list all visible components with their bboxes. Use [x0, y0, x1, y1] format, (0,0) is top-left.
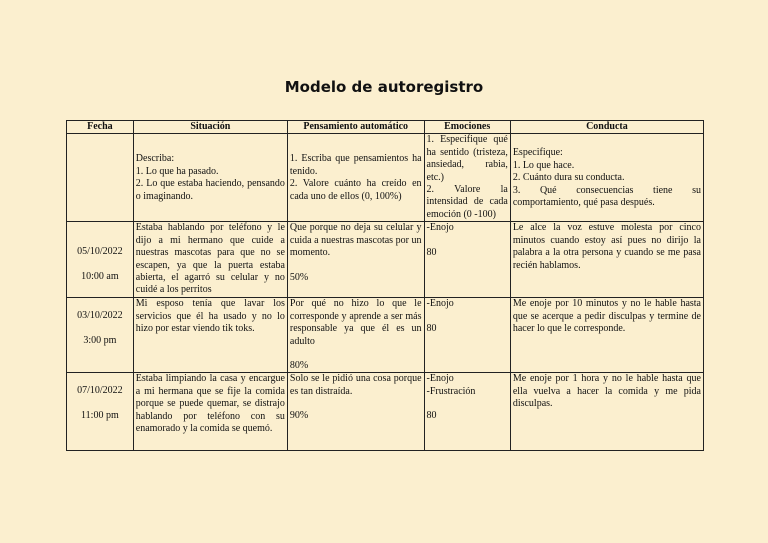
intensidad-text: 80: [426, 322, 437, 334]
instruction-text: 2. Lo que estaba haciendo, pensando o imaginando.: [135, 178, 285, 202]
instruction-text: 1. Lo que ha pasado.: [135, 165, 219, 177]
emociones-cell: [424, 298, 510, 373]
intensidad-text: 80: [426, 410, 437, 422]
situacion-cell: Mi esposo tenía que lavar los servicios que él ha usado y no lo hizo por estar viendo tik toks.: [133, 298, 287, 373]
instructions-emociones: [424, 134, 510, 222]
emocion-text: -Frustración: [426, 385, 476, 397]
emociones-cell: [424, 222, 510, 298]
date-text: 03/10/2022: [77, 310, 123, 322]
instruction-text: 2. Valore cuánto ha creído en cada uno de ellos (0, 100%): [289, 178, 422, 202]
instructions-pensamiento: [287, 134, 424, 222]
page-title: Modelo de autoregistro: [284, 78, 484, 96]
date-text: 05/10/2022: [77, 246, 123, 258]
pensamiento-text: Solo se le pidió una cosa porque es tan distraída.: [289, 373, 422, 397]
date-text: 07/10/2022: [77, 385, 123, 397]
instruction-text: 2. Cuánto dura su conducta.: [512, 172, 625, 184]
time-text: 11:00 pm: [81, 409, 119, 421]
pensamiento-pct: 80%: [289, 360, 309, 372]
header-pensamiento: Pensamiento automático: [287, 121, 424, 134]
table-row: [67, 298, 704, 373]
instruction-text: 1. Escriba que pensamientos ha tenido.: [289, 153, 422, 177]
situacion-cell: Estaba limpiando la casa y encargue a mi hermana que se fije la comida porque se puede quemar, se distrajo hablando por teléfono con su enamorado y la comida se quemó.: [133, 373, 287, 451]
emocion-text: -Enojo: [426, 222, 454, 234]
instructions-situacion: [133, 134, 287, 222]
instructions-row: [67, 134, 704, 222]
conducta-cell: Le alce la voz estuve molesta por cinco minutos cuando estoy así pues no dirijo la palabra a la otra persona y cuando se me pasa recién hablamos.: [510, 222, 703, 298]
instruction-text: Describa:: [135, 153, 175, 165]
header-situacion: Situación: [133, 121, 287, 134]
header-fecha: Fecha: [67, 121, 134, 134]
emociones-cell: [424, 373, 510, 451]
instruction-text: 2. Valore la intensidad de cada emoción (0 -100): [426, 184, 508, 220]
pensamiento-text: Que porque no deja su celular y cuida a nuestras mascotas por un momento.: [289, 222, 422, 259]
situacion-cell: Estaba hablando por teléfono y le dijo a mi hermano que cuide a nuestras mascotas para que no se escapen, ya que la puerta estaba abierta, el agarró su celular y no cuidé a los perritos: [133, 222, 287, 298]
date-cell: [67, 373, 134, 451]
conducta-cell: Me enoje por 1 hora y no le hable hasta que ella vuelva a hacer la comida y me pida disculpas.: [510, 373, 703, 451]
time-text: 3:00 pm: [83, 334, 117, 346]
pensamiento-pct: 90%: [289, 410, 309, 422]
instructions-conducta: [510, 134, 703, 222]
header-conducta: Conducta: [510, 121, 703, 134]
intensidad-text: 80: [426, 246, 437, 258]
emocion-text: -Enojo: [426, 298, 454, 310]
header-emociones: Emociones: [424, 121, 510, 134]
pensamiento-cell: [287, 298, 424, 373]
table-row: [67, 373, 704, 451]
pensamiento-cell: [287, 373, 424, 451]
conducta-cell: Me enoje por 10 minutos y no le hable hasta que se acerque a pedir disculpas y termine de hacer lo que le corresponde.: [510, 298, 703, 373]
instruction-text: Especifique:: [512, 147, 563, 159]
date-cell: [67, 222, 134, 298]
header-row: [67, 121, 704, 134]
instructions-fecha: [67, 134, 134, 222]
table-row: [67, 222, 704, 298]
autoregistro-table: [66, 120, 704, 451]
time-text: 10:00 am: [81, 270, 119, 282]
instruction-text: 1. Especifique qué ha sentido (tristeza, ansiedad, rabia, etc.): [426, 134, 508, 183]
emocion-text: -Enojo: [426, 373, 454, 385]
instruction-text: 1. Lo que hace.: [512, 159, 575, 171]
date-cell: [67, 298, 134, 373]
pensamiento-pct: 50%: [289, 271, 309, 283]
pensamiento-text: Por qué no hizo lo que le corresponde y aprende a ser más responsable ya que él es un adulto: [289, 298, 422, 347]
instruction-text: 3. Qué consecuencias tiene su comportamiento, qué pasa después.: [512, 184, 701, 209]
pensamiento-cell: [287, 222, 424, 298]
